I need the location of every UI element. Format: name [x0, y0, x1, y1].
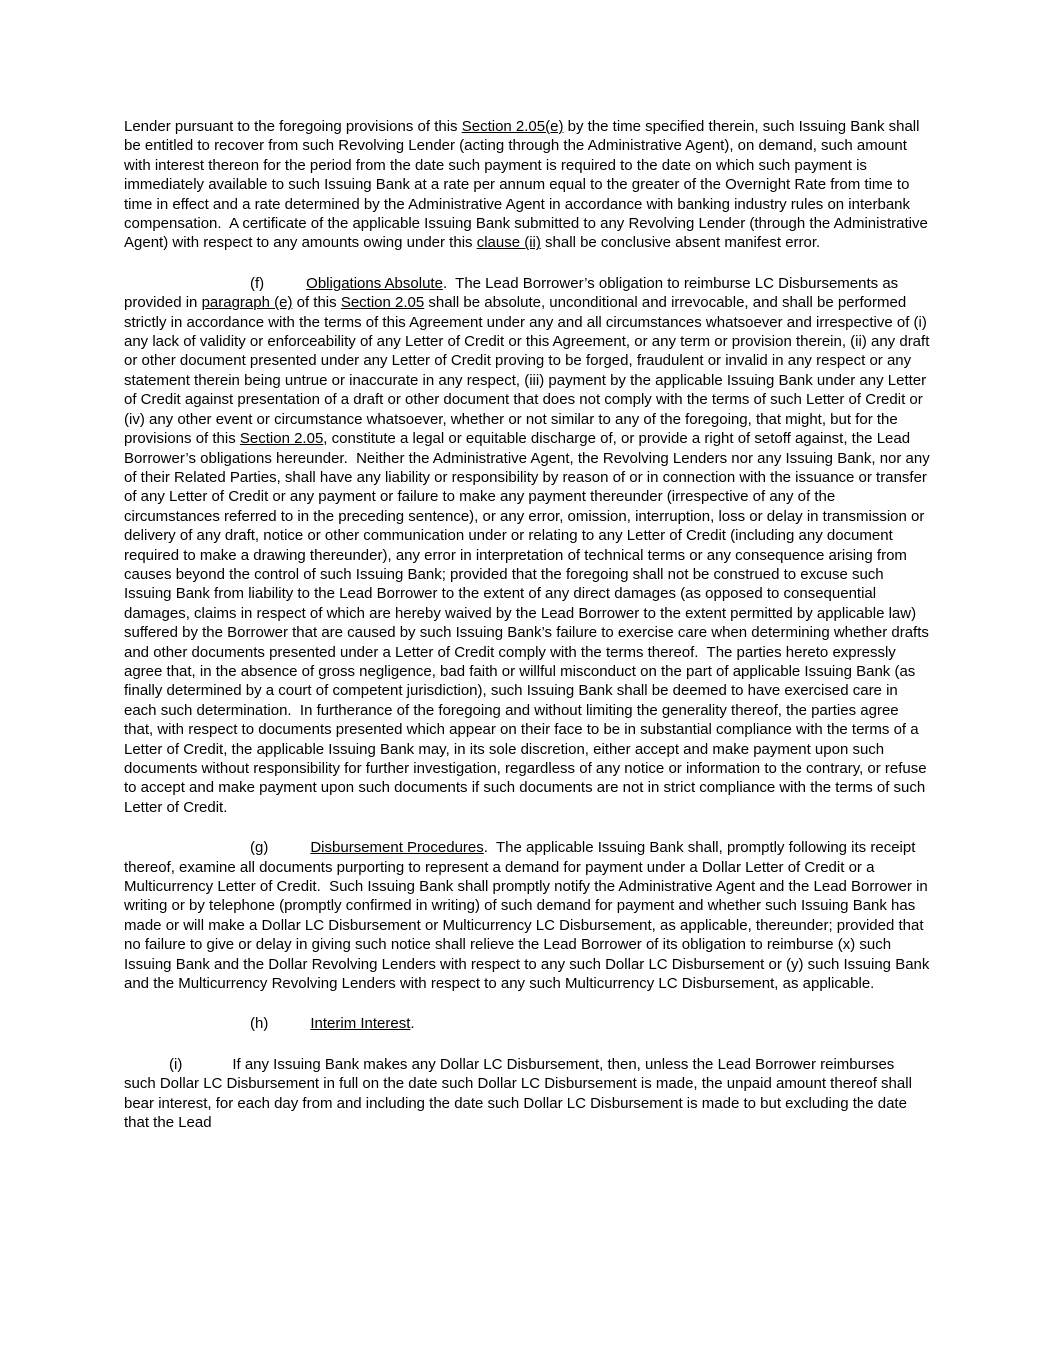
paragraph-clause-e-continuation	[124, 117, 930, 253]
paragraph-heading: Obligations Absolute	[306, 274, 443, 292]
text-segment: . The Lead Borrower’s obligation to reimburse LC Disbursements as provided in	[124, 274, 903, 312]
paragraph-heading: Disbursement Procedures	[310, 839, 484, 857]
text-segment: shall be absolute, unconditional and irrevocable, and shall be performed strictly in accordance with the terms of this Agreement under any and all circumstances whatsoever and irrespective of (i) any lack of validity or enforceability of any Letter of Credit or this Agreement, or any term or provision therein, (ii) any draft or other document presented under any Letter of Credit proving to be forged, fraudulent or invalid in any respect or any statement therein being untrue or inaccurate in any respect, (iii) payment by the applicable Issuing Bank under any Letter of Credit against presentation of a draft or other document that does not comply with the terms of such Letter of Credit or (iv) any other event or circumstance whatsoever, whether or not similar to any of the foregoing, that might, but for the provisions of this	[124, 294, 934, 448]
section-reference-2-05: Section 2.05	[340, 294, 425, 312]
paragraph-e-reference: paragraph (e)	[201, 294, 293, 312]
text-segment: by the time specified therein, such Issuing Bank shall be entitled to recover from such Revolving Lender (acting through the Administrative Agent), on demand, such amount with interest thereon for the period from the date such payment is required to the date on which such payment is immediately available to such Issuing Bank at a rate per annum equal to the greater of the Overnight Rate from time to time in effect and a rate determined by the Administrative Agent in accordance with banking industry rules on interbank compensation. A certificate of the applicable Issuing Bank submitted to any Revolving Lender (through the Administrative Agent) with respect to any amounts owing under this	[124, 118, 932, 252]
paragraph-label: (h)	[250, 1015, 269, 1033]
text-segment: shall be conclusive absent manifest error.	[540, 234, 821, 252]
clause-ii-reference: clause (ii)	[476, 234, 541, 252]
paragraph-h-i	[124, 1055, 930, 1133]
paragraph-h-interim-interest	[124, 1014, 930, 1033]
paragraph-g-disbursement-procedures	[124, 838, 934, 993]
text-segment: . The applicable Issuing Bank shall, promptly following its receipt thereof, examine all documents purporting to represent a demand for payment under a Dollar Letter of Credit or a Multicurrency Letter of Credit. Such Issuing Bank shall promptly notify the Administrative Agent and the Lead Borrower in writing or by telephone (promptly confirmed in writing) of such demand for payment and whether such Issuing Bank has made or will make a Dollar LC Disbursement or Multicurrency LC Disbursement, as applicable, thereunder; provided that no failure to give or delay in giving such notice shall relieve the Lead Borrower of its obligation to reimburse (x) such Issuing Bank and the Dollar Revolving Lenders with respect to any such Dollar LC Disbursement or (y) such Issuing Bank and the Multicurrency Revolving Lenders with respect to any such Multicurrency LC Disbursement, as applicable.	[124, 839, 934, 993]
section-reference-2-05-e: Section 2.05(e)	[461, 118, 564, 135]
paragraph-f-obligations-absolute	[124, 274, 934, 817]
paragraph-label: (g)	[250, 839, 269, 857]
text-segment: Lender pursuant to the foregoing provisions of this	[124, 118, 462, 135]
text-segment: of this	[292, 294, 341, 312]
paragraph-label: (f)	[250, 274, 265, 292]
section-reference-2-05: Section 2.05	[239, 430, 324, 448]
paragraph-label: (i)	[169, 1055, 183, 1073]
paragraph-heading: Interim Interest	[310, 1015, 411, 1033]
text-segment: .	[410, 1015, 415, 1033]
text-segment: , constitute a legal or equitable discharge of, or provide a right of setoff against, the Lead Borrower’s obligations hereunder. Neither the Administrative Agent, the Revolving Lenders nor any Issuing Bank, nor any of their Related Parties, shall have any liability or responsibility by reason of or in connection with the issuance or transfer of any Letter of Credit or any payment or failure to make any payment thereunder (irrespective of any of the circumstances referred to in the preceding sentence), or any error, omission, interruption, loss or delay in transmission or delivery of any draft, notice or other communication under or relating to any Letter of Credit (including any document required to make a drawing thereunder), any error in interpretation of technical terms or any consequence arising from causes beyond the control of such Issuing Bank; provided that the foregoing shall not be construed to excuse such Issuing Bank from liability to the Lead Borrower to the extent of any direct damages (as opposed to consequential damages, claims in respect of which are hereby waived by the Lead Borrower to the extent permitted by applicable law) suffered by the Borrower that are caused by such Issuing Bank’s failure to exercise care when determining whether drafts and other documents presented under a Letter of Credit comply with the terms thereof. The parties hereto expressly agree that, in the absence of gross negligence, bad faith or willful misconduct on the part of applicable Issuing Bank (as finally determined by a court of competent jurisdiction), such Issuing Bank shall be deemed to have exercised care in each such determination. In furtherance of the foregoing and without limiting the generality thereof, the parties agree that, with respect to documents presented which appear on their face to be in substantial compliance with the terms of a Letter of Credit, the applicable Issuing Bank may, in its sole discretion, either accept and make payment upon such documents without responsibility for further investigation, regardless of any notice or information to the contrary, or refuse to accept and make payment upon such documents if such documents are not in strict compliance with the terms of such Letter of Credit.	[124, 430, 934, 816]
text-segment: If any Issuing Bank makes any Dollar LC Disbursement, then, unless the Lead Borrower reimburses such Dollar LC Disbursement in full on the date such Dollar LC Disbursement is made, the unpaid amount thereof shall bear interest, for each day from and including the date such Dollar LC Disbursement is made to but excluding the date that the Lead	[124, 1055, 917, 1132]
